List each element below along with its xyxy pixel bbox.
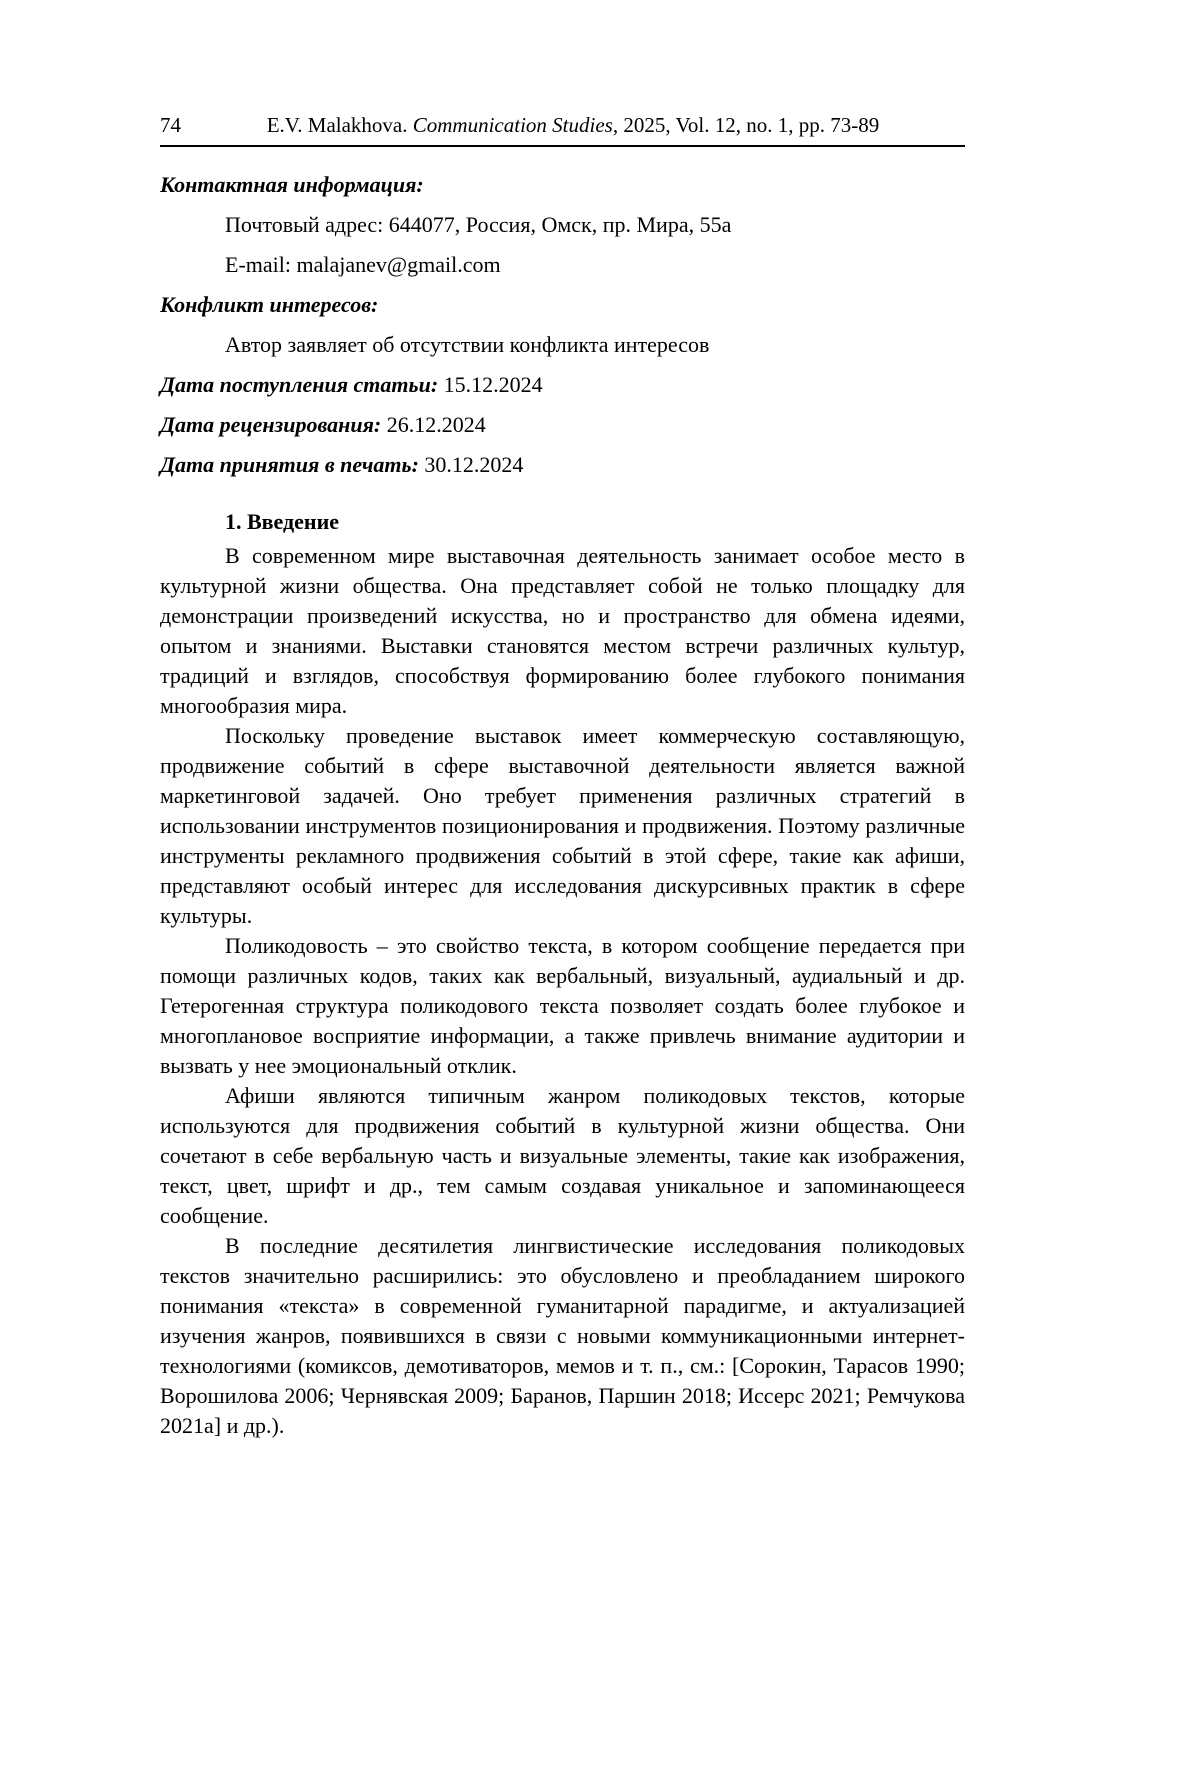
paper-page — [160, 0, 965, 1441]
contact-info-heading: Контактная информация: — [160, 172, 424, 197]
introduction-section — [160, 507, 965, 1441]
body-paragraph: Афиши являются типичным жанром поликодовых текстов, которые используются для продвижения событий в культурной жизни общества. Они сочетают в себе вербальную часть и визуальные элементы, такие как изображения, текст, цвет, шрифт и др., тем самым создавая уникальное и запоминающееся сообщение. — [160, 1083, 965, 1228]
received-date-label: Дата поступления статьи: — [160, 372, 439, 397]
running-head-citation — [181, 112, 965, 138]
postal-address: Почтовый адрес: 644077, Россия, Омск, пр. Мира, 55а — [225, 212, 732, 237]
received-date-value: 15.12.2024 — [443, 372, 543, 397]
reviewed-date-label: Дата рецензирования: — [160, 412, 382, 437]
body-paragraph: Поликодовость – это свойство текста, в котором сообщение передается при помощи различных кодов, таких как вербальный, визуальный, аудиальный и др. Гетерогенная структура поликодового текста позволяет создать более глубокое и многоплановое восприятие информации, а также привлечь внимание аудитории и вызвать у нее эмоциональный отклик. — [160, 933, 965, 1078]
running-header — [160, 112, 965, 147]
page-number: 74 — [160, 113, 181, 137]
article-meta — [160, 171, 965, 479]
email-line: E-mail: malajanev@gmail.com — [225, 252, 501, 277]
conflict-statement: Автор заявляет об отсутствии конфликта интересов — [225, 332, 710, 357]
received-date-line — [160, 371, 965, 399]
accepted-date-line — [160, 451, 965, 479]
citation-issue-pages: , 2025, Vol. 12, no. 1, pp. 73-89 — [612, 113, 880, 137]
section-heading-introduction: 1. Введение — [225, 509, 340, 534]
body-paragraph: В последние десятилетия лингвистические исследования поликодовых текстов значительно расширились: это обусловлено и преобладанием широкого понимания «текста» в современной гуманитарной парадигме, и актуализацией изучения жанров, появившихся в связи с новыми коммуникационными интернет-технологиями (комиксов, демотиваторов, мемов и т. п., см.: [Сорокин, Тарасов 1990; Ворошилова 2006; Чернявская 2009; Баранов, Паршин 2018; Иссерс 2021; Ремчукова 2021а] и др.). — [160, 1233, 965, 1438]
conflict-of-interest-heading: Конфликт интересов: — [160, 292, 379, 317]
citation-journal-title: Communication Studies — [412, 113, 613, 137]
reviewed-date-value: 26.12.2024 — [386, 412, 486, 437]
body-paragraph: Поскольку проведение выставок имеет коммерческую составляющую, продвижение событий в сфере выставочной деятельности является важной маркетинговой задачей. Оно требует применения различных стратегий в использовании инструментов позиционирования и продвижения. Поэтому различные инструменты рекламного продвижения событий в этой сфере, такие как афиши, представляют особый интерес для исследования дискурсивных практик в сфере культуры. — [160, 723, 965, 928]
reviewed-date-line — [160, 411, 965, 439]
accepted-date-value: 30.12.2024 — [424, 452, 524, 477]
body-paragraph: В современном мире выставочная деятельность занимает особое место в культурной жизни общества. Она представляет собой не только площадку для демонстрации произведений искусства, но и пространство для обмена идеями, опытом и знаниями. Выставки становятся местом встречи различных культур, традиций и взглядов, способствуя формированию более глубокого понимания многообразия мира. — [160, 543, 965, 718]
accepted-date-label: Дата принятия в печать: — [160, 452, 419, 477]
citation-author: E.V. Malakhova. — [266, 113, 413, 137]
